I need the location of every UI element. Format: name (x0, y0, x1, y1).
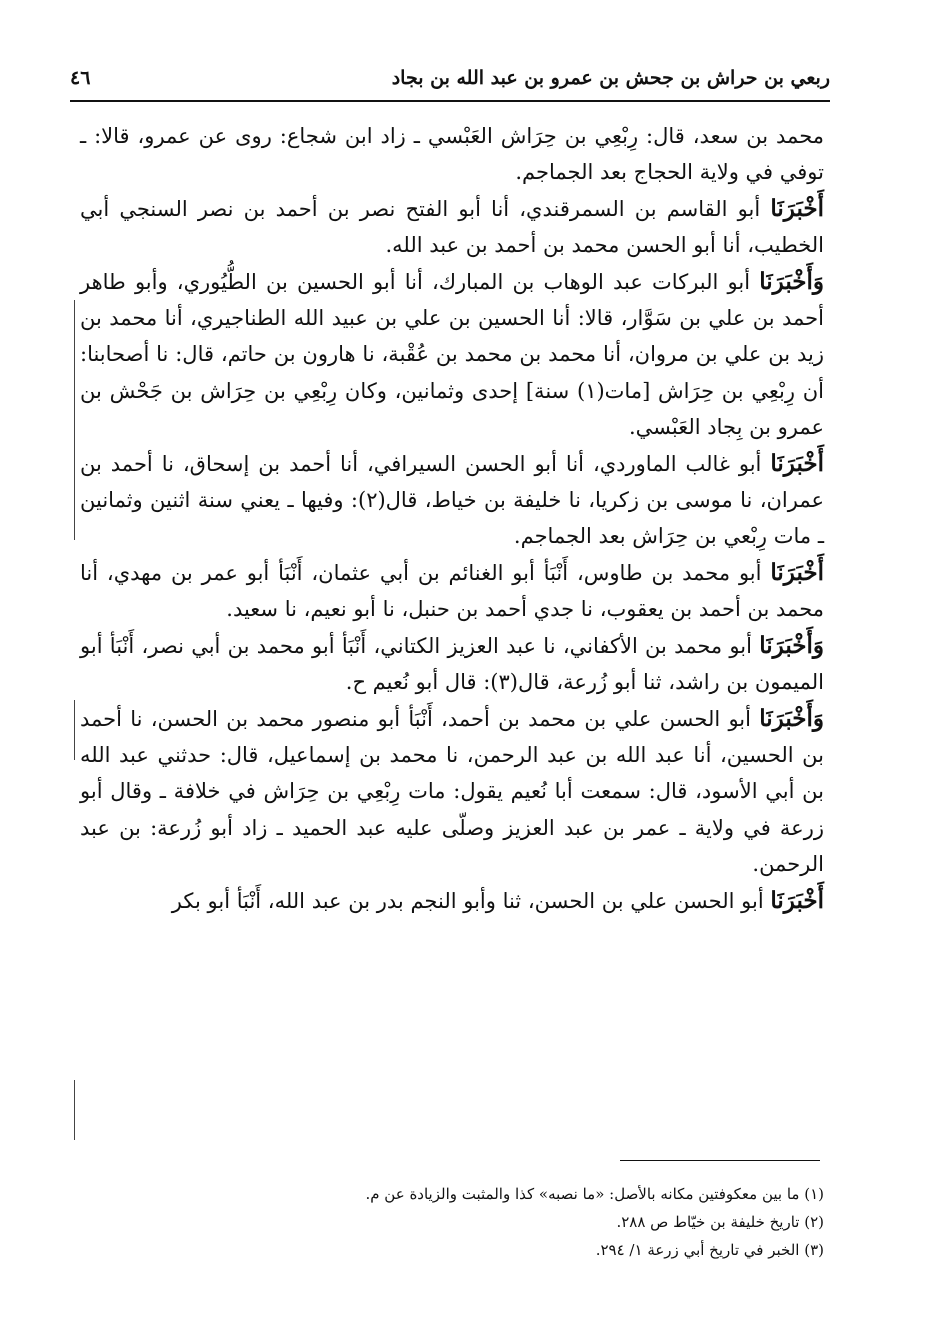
scan-margin-line (74, 700, 75, 760)
running-title: ربعي بن حراش بن جحش بن عمرو بن عبد الله بن بجاد (391, 67, 830, 89)
footnote: (٣) الخبر في تاريخ أبي زرعة ١/ ٢٩٤. (595, 1241, 824, 1259)
paragraph: أَخْبَرَنَا أبو غالب الماوردي، أنا أبو الحسن السيرافي، أنا أحمد بن إسحاق، نا أحمد بن عمران، نا موسى بن زكريا، نا خليفة بن خياط، قال(٢): وفيها ـ يعني سنة اثنين وثمانين ـ مات رِبْعي بن حِرَاش بعد الجماجم. (80, 449, 824, 549)
paragraph: أَخْبَرَنَا أبو القاسم بن السمرقندي، أنا أبو الفتح نصر بن أحمد بن نصر السنجي أبي الخطيب، أنا أبو الحسن محمد بن أحمد بن عبد الله. (80, 194, 824, 258)
footnotes (200, 1180, 824, 1264)
main-text (80, 118, 824, 919)
header-rule (70, 100, 830, 102)
isnad-opener: أَخْبَرَنَا (770, 449, 824, 477)
paragraph: محمد بن سعد، قال: رِبْعِي بن حِرَاش العَبْسي ـ زاد ابن شجاع: روى عن عمرو، قالا: ـ توفي في ولاية الحجاج بعد الجماجم. (80, 124, 824, 185)
paragraph: أَخْبَرَنَا أبو محمد بن طاوس، أَنْبَأ أبو الغنائم بن أبي عثمان، أَنْبَأ أبو عمر بن مهدي، أنا محمد بن أحمد بن يعقوب، نا جدي أحمد بن حنبل، نا أبو نعيم، نا سعيد. (80, 558, 824, 622)
paragraph: وَأَخْبَرَنَا أبو الحسن علي بن محمد بن أحمد، أَنْبَأ أبو منصور محمد بن الحسن، نا أحمد بن الحسين، أنا عبد الله بن عبد الرحمن، نا محمد بن إسماعيل، قال: حدثني عبد الله بن أبي الأسود، قال: سمعت أبا نُعيم يقول: مات رِبْعِي بن حِرَاش في خلافة ـ وقال أبو زرعة في ولاية ـ عمر بن عبد العزيز وصلّى عليه عبد الحميد ـ زاد أبو زُرعة: بن عبد الرحمن. (80, 704, 824, 877)
paragraph: وَأَخْبَرَنَا أبو محمد بن الأكفاني، نا عبد العزيز الكتاني، أَنْبَأ أبو محمد بن أبي نصر، أَنْبَأ أبو الميمون بن راشد، ثنا أبو زُرعة، قال(٣): قال أبو نُعيم ح. (80, 631, 824, 695)
page-number: ٤٦ (70, 67, 91, 89)
isnad-opener: وَأَخْبَرَنَا (759, 267, 824, 295)
isnad-opener: وَأَخْبَرَنَا (759, 631, 824, 659)
scan-margin-line (74, 300, 75, 540)
footnote: (١) ما بين معكوفتين مكانه بالأصل: «ما نصبه» كذا والمثبت والزيادة عن م. (365, 1185, 824, 1203)
page-header (70, 60, 830, 96)
footnote: (٢) تاريخ خليفة بن خيّاط ص ٢٨٨. (616, 1213, 824, 1231)
paragraph: وَأَخْبَرَنَا أبو البركات عبد الوهاب بن المبارك، أنا أبو الحسين بن الطُّيُوري، وأبو طاهر أحمد بن علي بن سَوَّار، قالا: أنا الحسين بن علي بن عبيد الله الطناجيري، أنا محمد بن زيد بن علي بن مروان، أنا محمد بن محمد بن عُقْبة، نا هارون بن حاتم، قال: نا أصحابنا: أن رِبْعِي بن حِرَاش [مات(١) سنة] إحدى وثمانين، وكان رِبْعِي بن حِرَاش بن جَحْش بن عمرو بن بِجاد العَبْسي. (80, 267, 824, 440)
isnad-opener: أَخْبَرَنَا (770, 558, 824, 586)
footnote-rule (620, 1160, 820, 1161)
isnad-opener: وَأَخْبَرَنَا (759, 704, 824, 732)
scan-margin-line (74, 1080, 75, 1140)
isnad-opener: أَخْبَرَنَا (770, 194, 824, 222)
paragraph: أَخْبَرَنَا أبو الحسن علي بن الحسن، ثنا وأبو النجم بدر بن عبد الله، أَنْبَأ أبو بكر (171, 886, 824, 914)
isnad-opener: أَخْبَرَنَا (770, 886, 824, 914)
